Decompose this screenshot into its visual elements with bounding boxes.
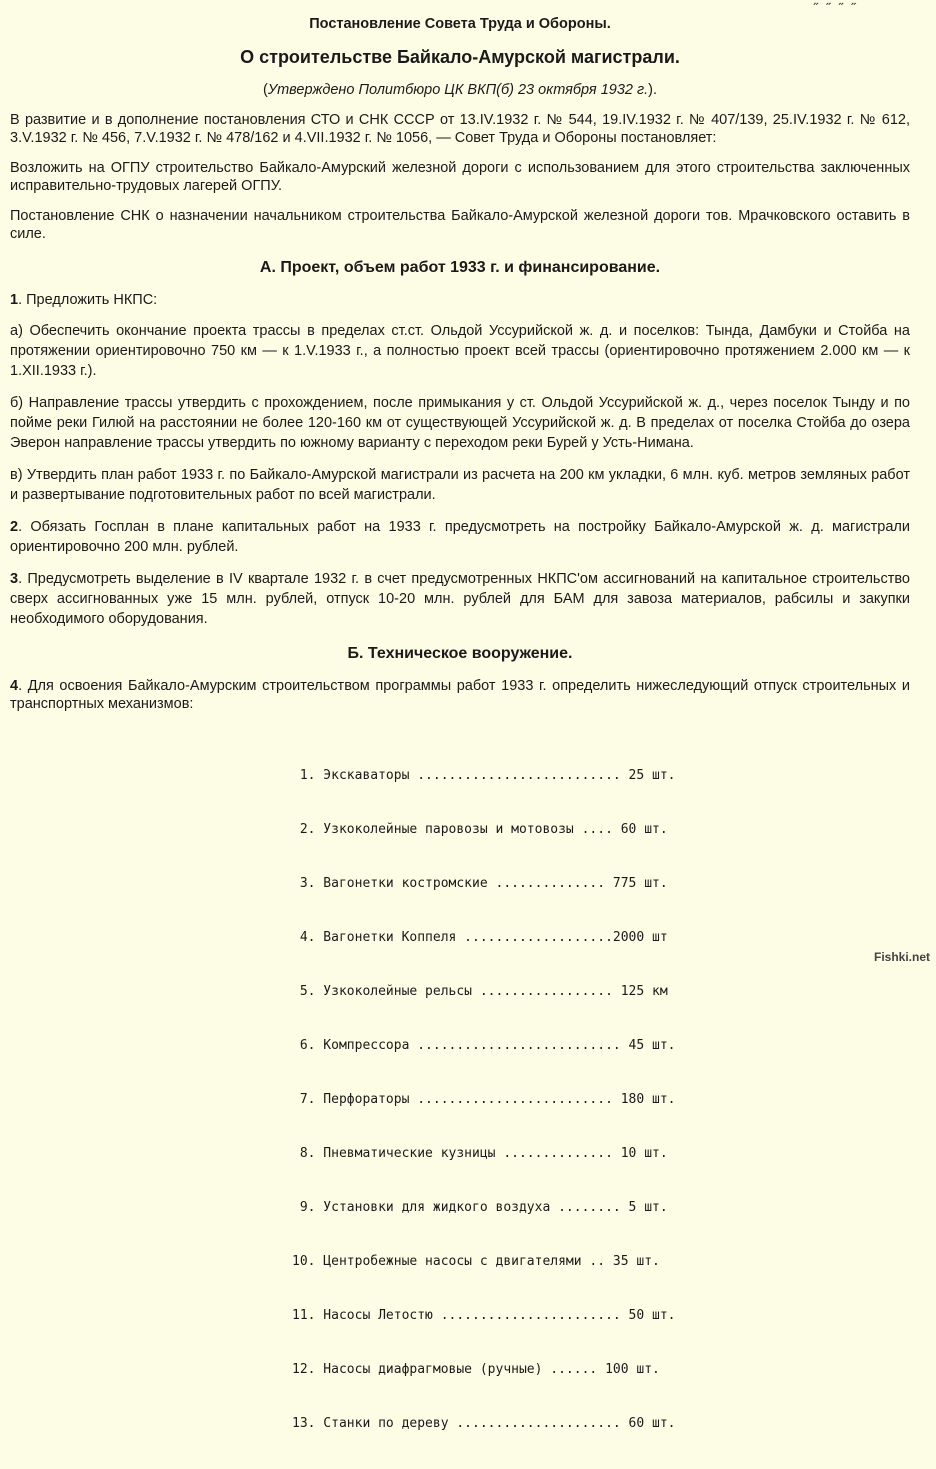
intro-paragraph-1: В развитие и в дополнение постановления СТО и СНК СССР от 13.IV.1932 г. № 544, 19.IV.1932 г. № 407/139, 25.IV.1932 г. № 612, 3.V.1932 г. № 456, 7.V.1932 г. № 478/162 и 4.VII.1932 г. № 1056, — Совет Труда и Обороны постановляет:: [10, 112, 910, 146]
equipment-list: [292, 731, 910, 1469]
item-2: [10, 517, 910, 557]
equipment-row: 10. Центробежные насосы с двигателями .. 35 шт.: [292, 1254, 660, 1269]
section-b-title: Б. Техническое вооружение.: [347, 645, 573, 662]
equipment-row: 13. Станки по дереву ..................... 60 шт.: [292, 1416, 676, 1431]
approval-text: Утверждено Политбюро ЦК ВКП(б) 23 октября 1932 г.: [267, 82, 649, 98]
approval-note: (Утверждено Политбюро ЦК ВКП(б) 23 октября 1932 г.).: [262, 82, 658, 98]
equipment-row: 11. Насосы Летостю ....................... 50 шт.: [292, 1308, 676, 1323]
equipment-row: 8. Пневматические кузницы .............. 10 шт.: [292, 1146, 668, 1161]
item-1: [10, 291, 910, 309]
equipment-row: 5. Узкоколейные рельсы ................. 125 км: [292, 984, 668, 999]
intro-paragraph-3: Постановление СНК о назначении начальником строительства Байкало-Амурской железной дороги тов. Мрачковского оставить в силе.: [10, 208, 910, 242]
item-1b: б) Направление трассы утвердить с прохождением, после примыкания у ст. Ольдой Уссурийской ж. д., через поселок Тынду и по пойме реки Гилюй на расстоянии не более 120-160 км от существующей Уссурийской ж. д. В пределах от поселка Стойба до озера Эверон направление трассы утвердить по южному варианту с переходом реки Бурей у Усть-Нимана.: [10, 395, 910, 451]
equipment-row: 3. Вагонетки костромские .............. 775 шт.: [292, 876, 668, 891]
council-heading: Постановление Совета Труда и Обороны.: [309, 16, 611, 32]
item-2-text: . Обязать Госплан в плане капитальных работ на 1933 г. предусмотреть на постройку Байкало-Амурской ж. д. магистрали ориентировочно 200 млн. рублей.: [10, 519, 910, 555]
section-a-title: А. Проект, объем работ 1933 г. и финансирование.: [259, 259, 661, 276]
equipment-row: 6. Компрессора .......................... 45 шт.: [292, 1038, 676, 1053]
item-2-number: 2: [10, 519, 19, 535]
item-1-number: 1: [10, 292, 19, 308]
equipment-row: 7. Перфораторы ......................... 180 шт.: [292, 1092, 676, 1107]
intro-paragraph-2: Возложить на ОГПУ строительство Байкало-Амурский железной дороги с использованием для этого строительства заключенных исправительно-трудовых лагерей ОГПУ.: [10, 160, 910, 194]
item-4-text: . Для освоения Байкало-Амурским строительством программы работ 1933 г. определить нижеследующий отпуск строительных и транспортных механизмов:: [10, 678, 910, 712]
item-4-number: 4: [10, 678, 19, 694]
equipment-row: 12. Насосы диафрагмовые (ручные) ...... 100 шт.: [292, 1362, 660, 1377]
item-1a: а) Обеспечить окончание проекта трассы в пределах ст.ст. Ольдой Уссурийской ж. д. и поселков: Тында, Дамбуки и Стойба на протяжении ориентировочно 750 км — к 1.V.1933 г., а полностью проект всей трассы (ориентировочно протяжением 2.000 км — к 1.XII.1933 г.).: [10, 323, 910, 379]
equipment-row: 4. Вагонетки Коппеля ...................2000 шт: [292, 930, 668, 945]
watermark-logo: Fishki.net: [873, 950, 930, 964]
equipment-row: 2. Узкоколейные паровозы и мотовозы .... 60 шт.: [292, 822, 668, 837]
item-1v: в) Утвердить план работ 1933 г. по Байкало-Амурской магистрали из расчета на 200 км укладки, 6 млн. куб. метров земляных работ и развертывание подготовительных работ по всей магистрали.: [10, 467, 910, 503]
item-3-text: . Предусмотреть выделение в IV квартале 1932 г. в счет предусмотренных НКПС'ом ассигнований на капитальное строительство сверх ассигнованных уже 15 млн. рублей, отпуск 10-20 млн. рублей для БАМ для завоза материалов, рабсилы и закупки необходимого оборудования.: [10, 571, 910, 627]
cropped-top-text: ˶ ˶ ˶ ˶: [813, 0, 858, 10]
item-1-text: . Предложить НКПС:: [18, 292, 158, 308]
item-4: [10, 677, 910, 713]
item-3-number: 3: [10, 571, 19, 587]
document-title: О строительстве Байкало-Амурской магистрали.: [240, 47, 680, 67]
equipment-row: 1. Экскаваторы .......................... 25 шт.: [292, 768, 676, 783]
equipment-row: 9. Установки для жидкого воздуха ........ 5 шт.: [292, 1200, 668, 1215]
item-3: [10, 569, 910, 629]
